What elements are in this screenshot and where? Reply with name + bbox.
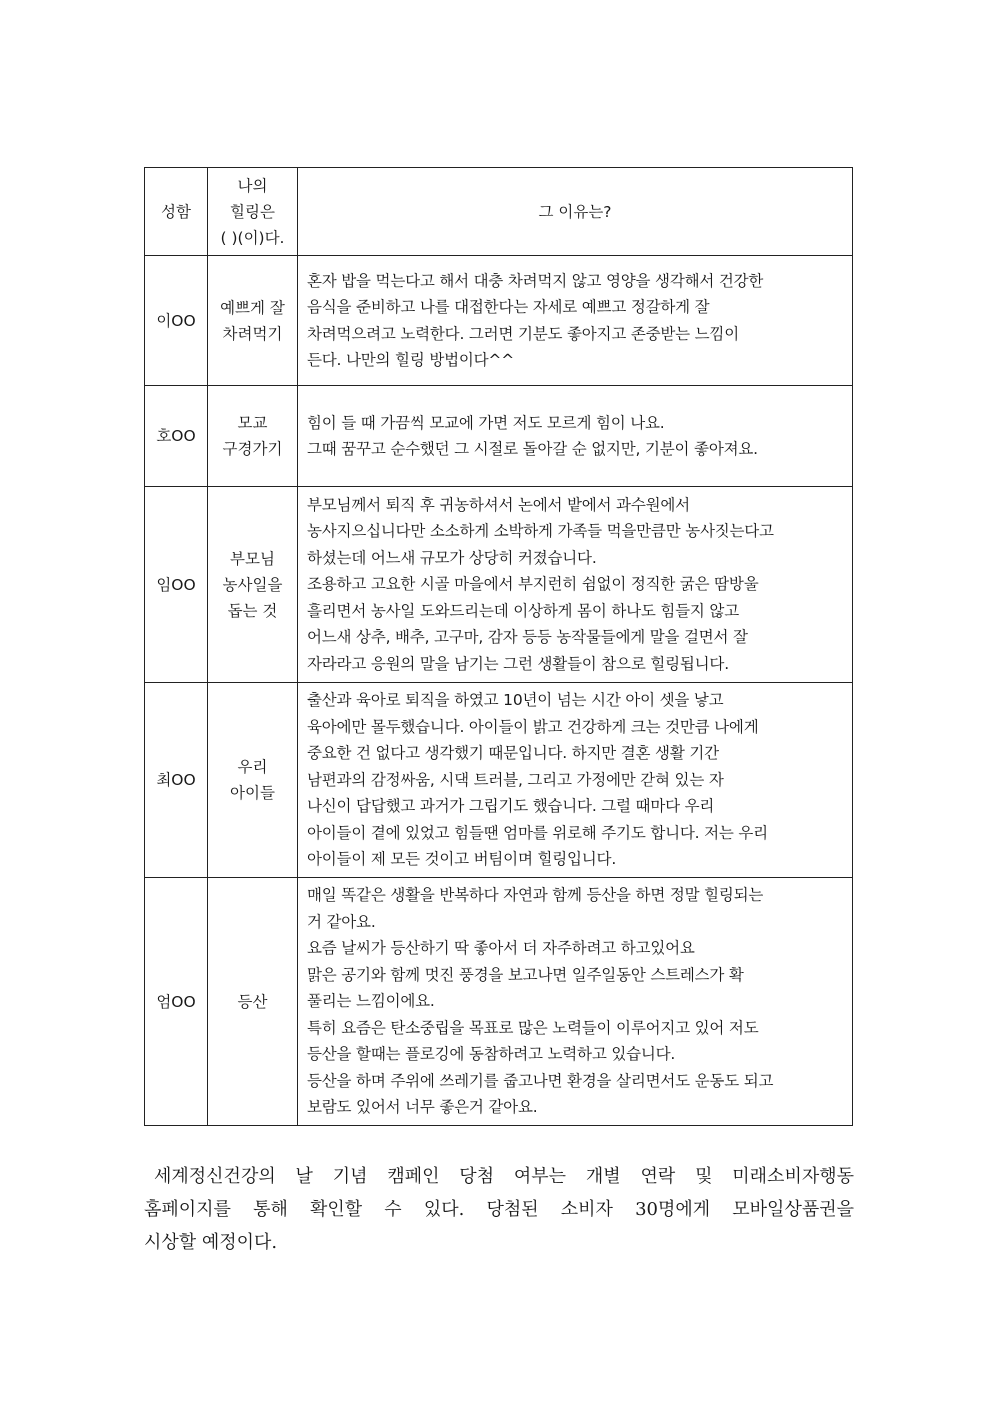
- reason-line: 아이들이 제 모든 것이고 버팀이며 힐링입니다.: [307, 850, 617, 869]
- reason-cell: [298, 256, 853, 386]
- reason-line: 음식을 준비하고 나를 대접한다는 자세로 예쁘고 정갈하게 잘: [307, 298, 710, 316]
- paragraph-line: 시상할 예정이다.: [144, 1232, 278, 1253]
- reason-line: 중요한 건 없다고 생각했기 때문입니다. 하지만 결혼 생활 기간: [307, 744, 719, 763]
- healing-line: 아이들: [230, 784, 275, 802]
- healing-line: 예쁘게 잘: [220, 298, 285, 317]
- healing-cell: [208, 878, 298, 1126]
- table-row: [145, 487, 853, 683]
- reason-line: 아이들이 곁에 있었고 힘들땐 엄마를 위로해 주기도 합니다. 저는 우리: [307, 823, 768, 842]
- reason-line: 부모님께서 퇴직 후 귀농하셔서 논에서 밭에서 과수원에서: [307, 495, 690, 514]
- reason-line: 보람도 있어서 너무 좋은거 같아요.: [307, 1098, 538, 1117]
- reason-line: 남편과의 감정싸움, 시댁 트러블, 그리고 가정에만 갇혀 있는 자: [307, 770, 724, 789]
- respondent-name: [145, 878, 208, 1126]
- reason-cell: [298, 386, 853, 487]
- respondent-name: [145, 256, 208, 386]
- reason-line: 풀리는 느낌이에요.: [307, 992, 435, 1011]
- table-row: [145, 683, 853, 878]
- reason-line: 어느새 상추, 배추, 고구마, 감자 등등 농작물들에게 말을 걸면서 잘: [307, 628, 748, 647]
- respondent-name: [145, 487, 208, 683]
- table-row: [145, 386, 853, 487]
- reason-line: 요즘 날씨가 등산하기 딱 좋아서 더 자주하려고 하고있어요: [307, 939, 695, 958]
- campaign-notice-paragraph: [144, 1160, 854, 1259]
- reason-line: 차려먹으려고 노력한다. 그러면 기분도 좋아지고 존중받는 느낌이: [307, 324, 739, 343]
- reason-line: 하셨는데 어느새 규모가 상당히 커졌습니다.: [307, 548, 597, 567]
- healing-line: 모교: [237, 414, 268, 432]
- reason-line: 매일 똑같은 생활을 반복하다 자연과 함께 등산을 하면 정말 힐링되는: [307, 886, 764, 905]
- paragraph-line: 홈페이지를 통해 확인할 수 있다. 당첨된 소비자 30명에게 모바일상품권을: [144, 1199, 854, 1220]
- reason-line: 등산을 할때는 플로깅에 동참하려고 노력하고 있습니다.: [307, 1045, 676, 1064]
- reason-line: 나신이 답답했고 과거가 그립기도 했습니다. 그럴 때마다 우리: [307, 797, 715, 816]
- healing-cell: [208, 386, 298, 487]
- reason-line: 자라라고 응원의 말을 남기는 그런 생활들이 참으로 힐링됩니다.: [307, 654, 729, 673]
- reason-line: 든다. 나만의 힐링 방법이다^^: [307, 351, 514, 369]
- header-reason: [298, 168, 853, 256]
- respondent-name: [145, 386, 208, 487]
- reason-line: 흘리면서 농사일 도와드리는데 이상하게 몸이 하나도 힘들지 않고: [307, 601, 739, 620]
- header-reason-label: 그 이유는?: [538, 202, 612, 221]
- respondent-name-text: 이OO: [156, 311, 196, 330]
- header-healing-line: 힐링은: [230, 202, 275, 221]
- reason-cell: [298, 487, 853, 683]
- reason-line: 특히 요즘은 탄소중립을 목표로 많은 노력들이 이루어지고 있어 저도: [307, 1018, 759, 1037]
- healing-cell: [208, 487, 298, 683]
- header-healing-line: 나의: [237, 176, 268, 195]
- reason-line: 그때 꿈꾸고 순수했던 그 시절로 돌아갈 순 없지만, 기분이 좋아져요.: [307, 440, 758, 458]
- table-header-row: [145, 168, 853, 256]
- healing-line: 부모님: [230, 549, 275, 568]
- reason-cell: [298, 878, 853, 1126]
- healing-line: 우리: [237, 758, 268, 776]
- healing-cell: [208, 683, 298, 878]
- header-healing: [208, 168, 298, 256]
- respondent-name-text: 임OO: [156, 575, 196, 594]
- header-healing-line: ( )(이)다.: [220, 228, 285, 247]
- respondent-name-text: 엄OO: [156, 992, 196, 1011]
- healing-line: 돕는 것: [227, 601, 278, 620]
- respondent-name-text: 최OO: [156, 771, 196, 789]
- reason-line: 맑은 공기와 함께 멋진 풍경을 보고나면 일주일동안 스트레스가 확: [307, 965, 744, 984]
- reason-line: 농사지으십니다만 소소하게 소박하게 가족들 먹을만큼만 농사짓는다고: [307, 522, 774, 541]
- reason-line: 힘이 들 때 가끔씩 모교에 가면 저도 모르게 힘이 나요.: [307, 413, 665, 432]
- reason-line: 거 같아요.: [307, 912, 376, 931]
- reason-line: 조용하고 고요한 시골 마을에서 부지런히 쉼없이 정직한 굵은 땀방울: [307, 575, 759, 594]
- table-row: [145, 878, 853, 1126]
- respondent-name-text: 호OO: [156, 427, 196, 445]
- table-row: [145, 256, 853, 386]
- healing-line: 농사일을: [222, 575, 283, 594]
- healing-line: 등산: [237, 992, 268, 1011]
- reason-line: 등산을 하며 주위에 쓰레기를 줍고나면 환경을 살리면서도 운동도 되고: [307, 1071, 774, 1090]
- reason-line: 출산과 육아로 퇴직을 하였고 10년이 넘는 시간 아이 셋을 낳고: [307, 691, 724, 710]
- healing-survey-table: [144, 167, 853, 1126]
- healing-line: 차려먹기: [222, 324, 283, 343]
- healing-line: 구경가기: [222, 440, 283, 458]
- header-name: [145, 168, 208, 256]
- reason-line: 육아에만 몰두했습니다. 아이들이 밝고 건강하게 크는 것만큼 나에게: [307, 717, 759, 736]
- header-name-label: 성함: [161, 202, 191, 221]
- healing-cell: [208, 256, 298, 386]
- respondent-name: [145, 683, 208, 878]
- paragraph-line: 세계정신건강의 날 기념 캠페인 당첨 여부는 개별 연락 및 미래소비자행동: [154, 1166, 854, 1187]
- reason-line: 혼자 밥을 먹는다고 해서 대충 차려먹지 않고 영양을 생각해서 건강한: [307, 271, 764, 290]
- reason-cell: [298, 683, 853, 878]
